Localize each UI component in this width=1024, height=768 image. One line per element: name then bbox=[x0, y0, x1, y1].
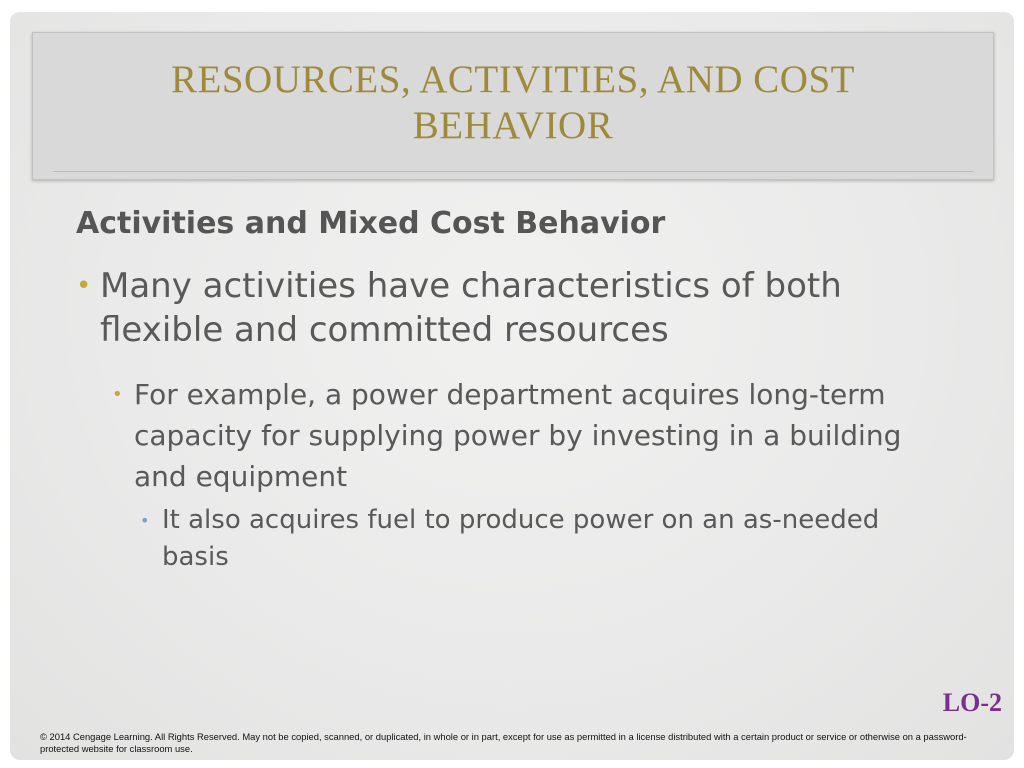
copyright-footer: © 2014 Cengage Learning. All Rights Reserved. May not be copied, scanned, or duplicated, in whole or in part, except for use as permitted in a license distributed with a certain product or service or otherwise on a password-protected website for classroom use. bbox=[40, 731, 967, 754]
bullet-text: It also acquires fuel to produce power on an as-needed basis bbox=[162, 505, 880, 572]
bullet-level-3 bbox=[140, 502, 910, 576]
bullet-dot-icon: • bbox=[112, 384, 123, 405]
slide-content bbox=[10, 12, 1014, 760]
bullet-level-2 bbox=[112, 374, 962, 497]
bullet-text: Many activities have characteristics of both flexible and committed resources bbox=[100, 266, 842, 350]
slide-title: RESOURCES, ACTIVITIES, AND COST BEHAVIOR bbox=[171, 58, 855, 147]
learning-objective-tag: LO-2 bbox=[942, 688, 1002, 717]
bullet-text: For example, a power department acquires long-term capacity for supplying power by investing in a building and equipment bbox=[134, 378, 902, 493]
bullet-dot-icon: • bbox=[140, 511, 150, 530]
bullet-level-1 bbox=[76, 264, 956, 352]
bullet-dot-icon: • bbox=[76, 271, 92, 301]
slide bbox=[10, 12, 1014, 760]
content-heading: Activities and Mixed Cost Behavior bbox=[76, 206, 666, 241]
